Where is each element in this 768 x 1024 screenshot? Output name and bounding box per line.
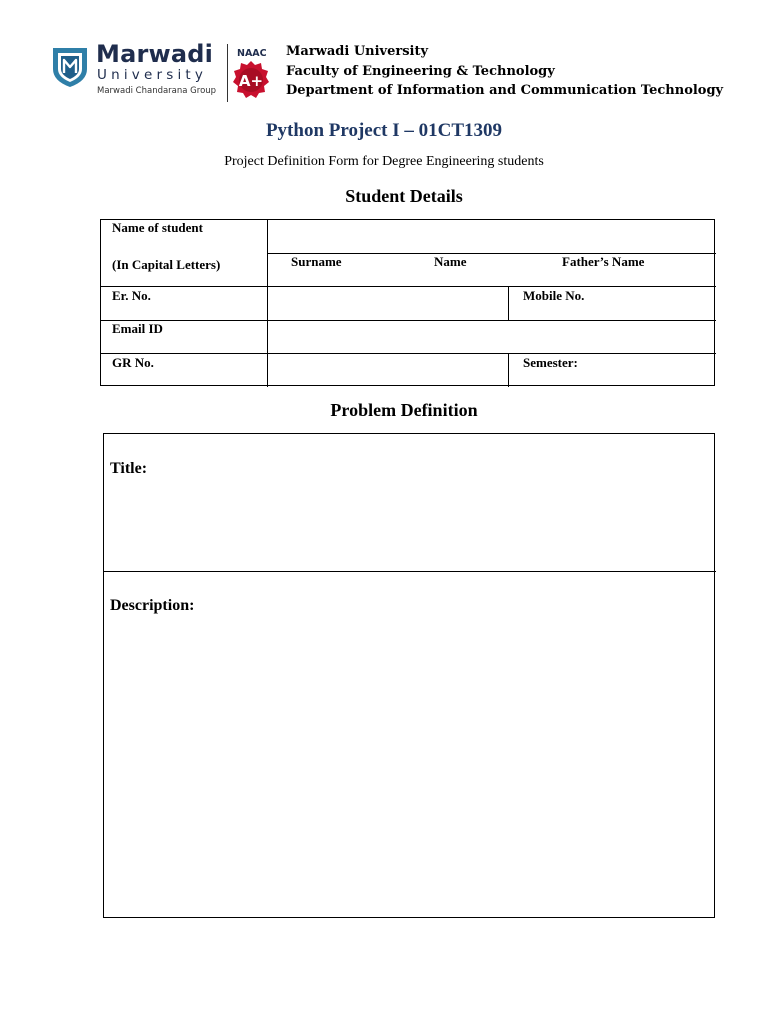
problem-definition-heading: Problem Definition: [330, 400, 478, 420]
fathers-name-column-label: Father’s Name: [562, 254, 645, 269]
name-of-student-label: Name of student: [112, 220, 203, 235]
faculty-name: Faculty of Engineering & Technology: [286, 64, 555, 79]
description-field[interactable]: [104, 572, 714, 917]
naac-grade-text: A+: [238, 72, 264, 90]
student-details-table: [100, 219, 715, 386]
course-title: Python Project I – 01CT1309: [265, 120, 503, 141]
problem-definition-box: [103, 433, 715, 918]
name-input-field[interactable]: [268, 220, 715, 253]
title-field[interactable]: [104, 434, 714, 571]
university-shield-icon: [50, 45, 90, 89]
logo-wordmark: Marwadi: [96, 40, 214, 68]
naac-label: NAAC: [237, 48, 267, 59]
er-no-label: Er. No.: [112, 288, 151, 303]
gr-no-field[interactable]: [268, 354, 508, 386]
name-column-label: Name: [434, 254, 467, 269]
logo-group-name: Marwadi Chandarana Group: [97, 86, 217, 96]
gr-no-label: GR No.: [112, 355, 154, 370]
department-name: Department of Information and Communication Technology: [286, 83, 724, 98]
er-no-field[interactable]: [268, 287, 508, 320]
semester-label: Semester:: [523, 355, 578, 370]
capital-letters-note: (In Capital Letters): [112, 257, 221, 272]
logo-divider: [227, 44, 228, 102]
surname-column-label: Surname: [291, 254, 342, 269]
university-name: Marwadi University: [286, 44, 429, 59]
mobile-no-label: Mobile No.: [523, 288, 585, 303]
logo-subtitle: University: [97, 67, 208, 83]
title-label: Title:: [110, 460, 148, 477]
student-details-heading: Student Details: [345, 186, 463, 206]
email-id-label: Email ID: [112, 321, 163, 336]
email-field[interactable]: [268, 321, 715, 353]
table-line: [508, 353, 509, 387]
form-subtitle: Project Definition Form for Degree Engineering students: [224, 154, 544, 169]
description-label: Description:: [110, 597, 195, 614]
naac-grade-badge-icon: [232, 60, 270, 100]
table-line: [508, 286, 509, 320]
